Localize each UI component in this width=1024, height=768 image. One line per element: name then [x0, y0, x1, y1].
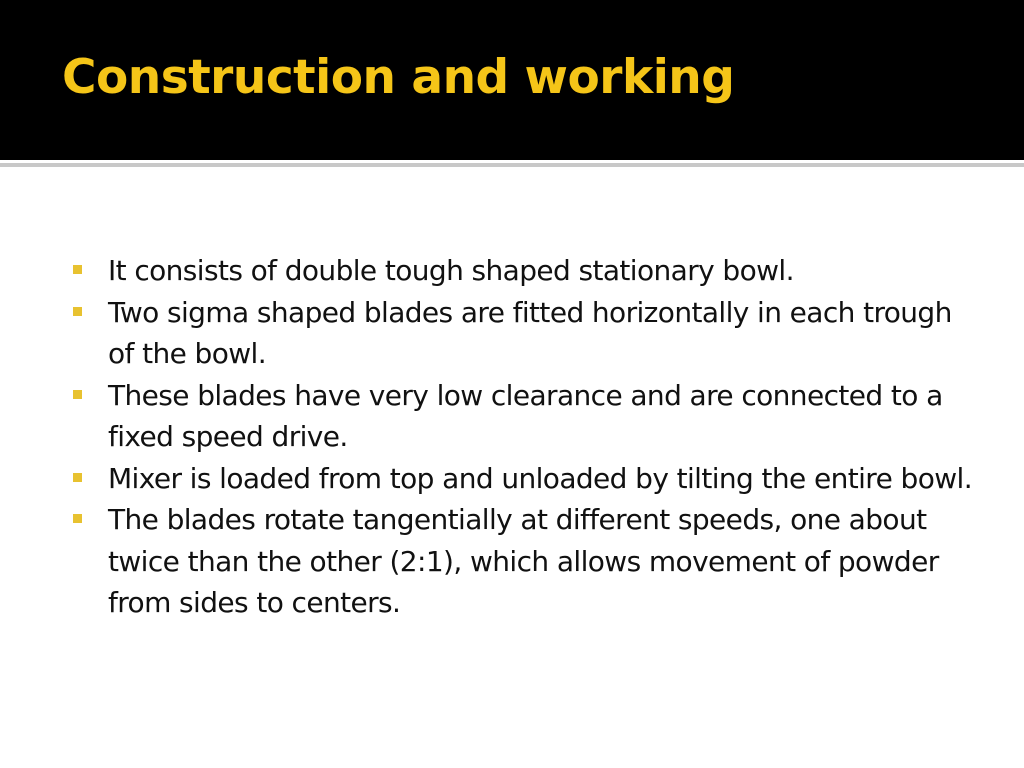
square-bullet-icon — [73, 390, 82, 399]
bullet-item — [72, 250, 977, 292]
bullet-item — [72, 292, 977, 375]
square-bullet-icon — [73, 265, 82, 274]
square-bullet-icon — [73, 473, 82, 482]
title-divider — [0, 163, 1024, 167]
bullet-list — [72, 250, 977, 624]
bullet-item — [72, 375, 977, 458]
slide-title: Construction and working — [62, 50, 735, 105]
square-bullet-icon — [73, 307, 82, 316]
bullet-text: It consists of double tough shaped stationary bowl. — [108, 254, 794, 287]
bullet-text: Mixer is loaded from top and unloaded by tilting the entire bowl. — [108, 461, 973, 495]
bullet-text: These blades have very low clearance and are connected to a fixed speed drive. — [108, 378, 943, 453]
bullet-text: The blades rotate tangentially at different speeds, one about twice than the other (2:1), which allows movement of powder from sides to centers. — [108, 503, 939, 619]
bullet-text: Two sigma shaped blades are fitted horizontally in each trough of the bowl. — [108, 295, 952, 370]
bullet-item — [72, 458, 977, 500]
bullet-item — [72, 499, 977, 624]
square-bullet-icon — [73, 514, 82, 523]
title-bar — [0, 0, 1024, 160]
